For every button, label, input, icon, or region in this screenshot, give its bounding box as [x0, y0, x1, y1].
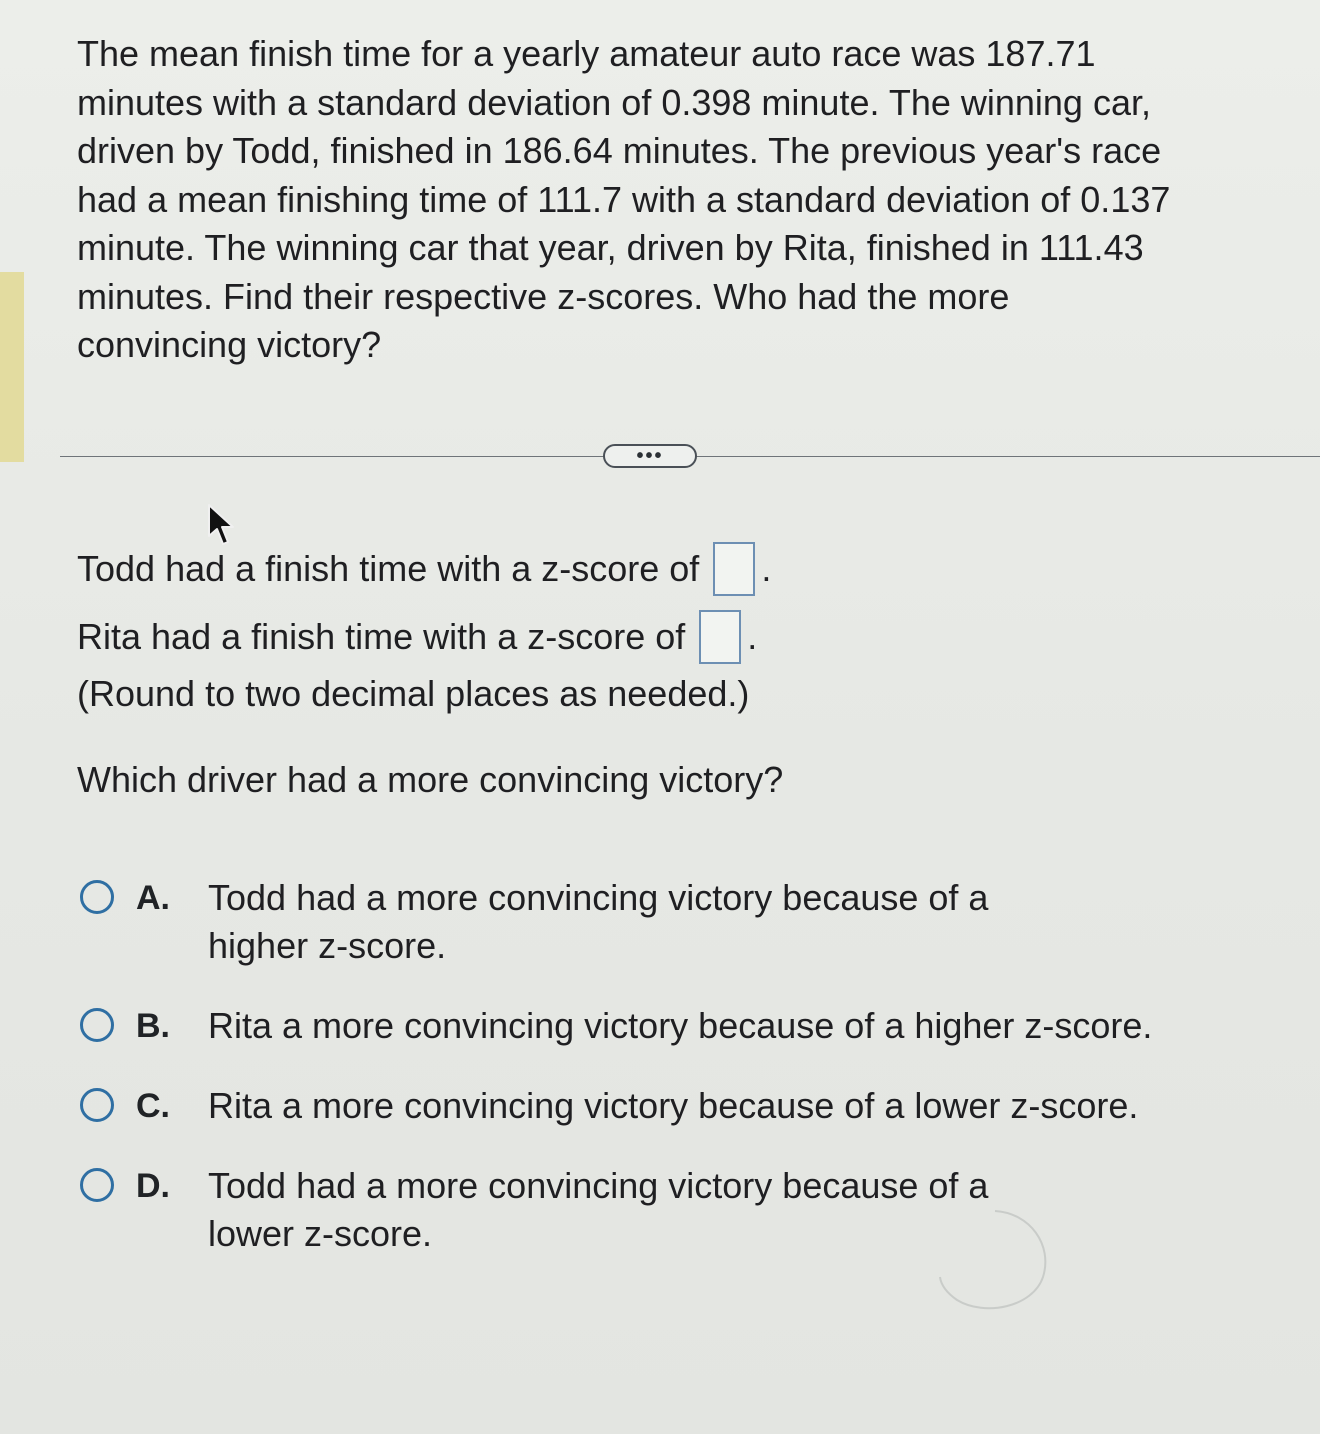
- rounding-instruction: (Round to two decimal places as needed.): [77, 673, 750, 714]
- option-text-line: Todd had a more convincing victory because of a: [208, 1165, 989, 1206]
- option-text: [208, 1162, 988, 1258]
- rita-zscore-label: Rita had a finish time with a z-score of: [77, 616, 686, 657]
- question-text: [77, 30, 1277, 370]
- followup-question: Which driver had a more convincing victory?: [77, 759, 784, 800]
- radio-button-a[interactable]: [80, 880, 114, 914]
- todd-zscore-label: Todd had a finish time with a z-score of: [77, 548, 700, 589]
- option-text-line: Rita a more convincing victory because of a higher z-score.: [208, 1005, 1153, 1046]
- option-letter: C.: [136, 1087, 170, 1125]
- option-letter: D.: [136, 1167, 170, 1205]
- screen-smudge-mark: [935, 1205, 1051, 1317]
- option-d[interactable]: [80, 1162, 988, 1258]
- radio-button-d[interactable]: [80, 1168, 114, 1202]
- question-line: driven by Todd, finished in 186.64 minutes. The previous year's race: [77, 130, 1162, 171]
- option-text: [208, 1082, 1138, 1130]
- option-a[interactable]: [80, 874, 988, 970]
- question-line: minute. The winning car that year, driven by Rita, finished in 111.43: [77, 227, 1144, 268]
- todd-zscore-period: .: [761, 548, 772, 589]
- radio-button-c[interactable]: [80, 1088, 114, 1122]
- option-letter: B.: [136, 1007, 170, 1045]
- option-text-line: Rita a more convincing victory because of a lower z-score.: [208, 1085, 1139, 1126]
- question-line: minutes. Find their respective z-scores. Who had the more: [77, 275, 1010, 317]
- option-b[interactable]: [80, 1002, 1152, 1050]
- question-line: had a mean finishing time of 111.7 with a standard deviation of 0.137: [77, 178, 1171, 220]
- option-text: [208, 1002, 1152, 1050]
- more-options-button[interactable]: •••: [603, 444, 697, 468]
- question-line: convincing victory?: [77, 324, 382, 365]
- option-c[interactable]: [80, 1082, 1138, 1130]
- rita-zscore-period: .: [747, 616, 758, 657]
- option-text-line: Todd had a more convincing victory because of a: [208, 877, 989, 918]
- todd-zscore-input[interactable]: [713, 542, 755, 596]
- option-text-line: higher z-score.: [208, 925, 447, 966]
- question-line: The mean finish time for a yearly amateur auto race was 187.71: [77, 33, 1096, 74]
- question-line: minutes with a standard deviation of 0.398 minute. The winning car,: [77, 81, 1151, 123]
- todd-zscore-line: [77, 542, 771, 596]
- option-text-line: lower z-score.: [208, 1213, 433, 1254]
- option-letter: A.: [136, 879, 170, 917]
- option-text: [208, 874, 988, 970]
- rita-zscore-input[interactable]: [699, 610, 741, 664]
- highlight-strip: [0, 272, 24, 462]
- radio-button-b[interactable]: [80, 1008, 114, 1042]
- rita-zscore-line: [77, 610, 757, 664]
